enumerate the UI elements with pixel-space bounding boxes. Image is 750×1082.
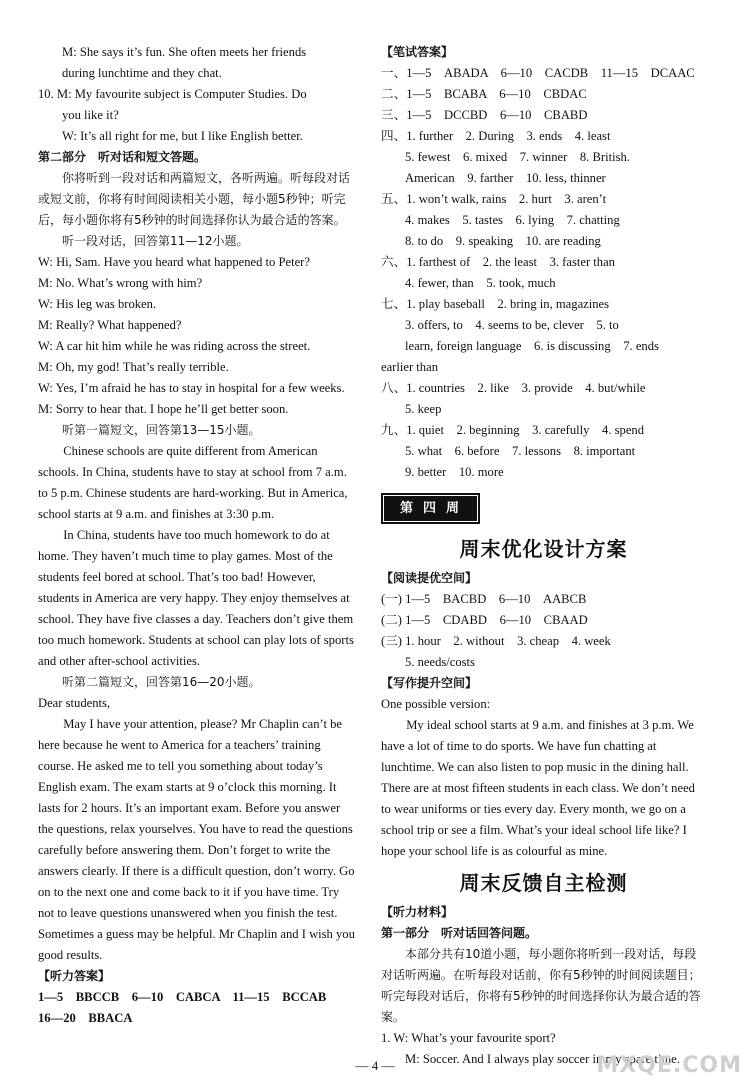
- writing-sample: My ideal school starts at 9 a.m. and finishes at 3 p.m. We have a lot of time to do sports. We have fun chatting at lunchtime. We can also listen to pop music in the dining hall. There are at most fifteen students in each class. We don’t need to wear uniforms or ties every day. Every month, we go on a school trip or see a film. What’s your ideal school life like? I hope your school life is as colourful as mine.: [381, 718, 695, 858]
- answer-line: 四、1. further 2. During 3. ends 4. least: [381, 129, 611, 143]
- answer-line: 七、1. play baseball 2. bring in, magazines: [381, 297, 610, 311]
- part1-instructions: 本部分共有10道小题，每小题你将听到一段对话，每段对话听两遍。在听每段对话前，你有5秒钟的时间阅读题目；听完每段对话后，你将有5秒钟的时间选择你认为最合适的答案。: [381, 947, 701, 1024]
- dialog-line: M: Really? What happened?: [38, 318, 182, 332]
- dialog-intro: 听一段对话，回答第11—12小题。: [62, 234, 249, 248]
- page-number: — 4 —: [355, 1058, 395, 1073]
- question1-line-b: M: Soccer. And I always play soccer in my spare time.: [405, 1052, 680, 1066]
- watermark-logo: MXQE.COM: [596, 1053, 742, 1078]
- answer-line: (二) 1—5 CDABD 6—10 CBAAD: [381, 613, 588, 627]
- passage1-para1: Chinese schools are quite different from American schools. In China, students have to stay at school from 7 a.m. to 5 p.m. Chinese students are hard-working. But in America, school starts at 9 a.m. and finishes at 3:30 p.m.: [38, 444, 348, 521]
- passage2-intro: 听第二篇短文，回答第16—20小题。: [62, 675, 261, 689]
- right-column: [381, 42, 706, 1070]
- dialog-line: W: It’s all right for me, but I like English better.: [62, 129, 303, 143]
- answer-line: American 9. farther 10. less, thinner: [405, 171, 606, 185]
- section-title-self-check: 周末反馈自主检测: [459, 871, 628, 895]
- answer-line: 4. makes 5. tastes 6. lying 7. chatting: [405, 213, 620, 227]
- dialog-line: M: Oh, my god! That’s really terrible.: [38, 360, 229, 374]
- dialog-line: W: His leg was broken.: [38, 297, 157, 311]
- answer-line: 二、1—5 BCABA 6—10 CBDAC: [381, 87, 587, 101]
- written-answers-title: 【笔试答案】: [381, 45, 454, 59]
- part2-title: 第二部分 听对话和短文答题。: [38, 150, 207, 164]
- dialog-line: W: A car hit him while he was riding across the street.: [38, 339, 311, 353]
- section-title-optimized-plan: 周末优化设计方案: [459, 537, 628, 561]
- dialog-line: M: No. What’s wrong with him?: [38, 276, 203, 290]
- reading-answers: [381, 589, 706, 673]
- writing-title: 【写作提升空间】: [381, 676, 478, 690]
- answer-line: 5. needs/costs: [405, 655, 475, 669]
- answer-line: 三、1—5 DCCBD 6—10 CBABD: [381, 108, 588, 122]
- listening-answers-line1: 1—5 BBCCB 6—10 CABCA 11—15 BCCAB: [38, 990, 327, 1004]
- listening-answers-line2: 16—20 BBACA: [38, 1011, 133, 1025]
- dialog-line: W: Yes, I’m afraid he has to stay in hospital for a few weeks.: [38, 381, 345, 395]
- answer-line: 8. to do 9. speaking 10. are reading: [405, 234, 601, 248]
- answer-line: 一、1—5 ABADA 6—10 CACDB 11—15 DCAAC: [381, 66, 695, 80]
- week-label: 第四周: [384, 496, 477, 521]
- passage2-greeting: Dear students,: [38, 696, 111, 710]
- listening-answers-title: 【听力答案】: [38, 969, 111, 983]
- answer-line: 3. offers, to 4. seems to be, clever 5. to: [405, 318, 619, 332]
- writing-intro: One possible version:: [381, 697, 491, 711]
- dialog-line: 10. M: My favourite subject is Computer Studies. Do: [38, 87, 307, 101]
- answer-line: 5. what 6. before 7. lessons 8. important: [405, 444, 636, 458]
- answer-line: 9. better 10. more: [405, 465, 504, 479]
- answer-line: 5. fewest 6. mixed 7. winner 8. British.: [405, 150, 630, 164]
- answer-line: learn, foreign language 6. is discussing 7. ends: [405, 339, 659, 353]
- dialog-line: M: Sorry to hear that. I hope he’ll get better soon.: [38, 402, 289, 416]
- passage1-para2: In China, students have too much homework to do at home. They haven’t much time to play games. Most of the students feel bored at school. That’s too bad! However, students in America are very happy. They enjoy themselves at school. They have five classes a day. Teachers don’t give them too much homework. Students at school can play lots of sports and other after-school activities.: [38, 528, 354, 668]
- answer-line: 5. keep: [405, 402, 442, 416]
- passage1-intro: 听第一篇短文，回答第13—15小题。: [62, 423, 261, 437]
- dialog-lines: [38, 252, 356, 420]
- left-top-lines: [38, 42, 356, 147]
- answer-line: 九、1. quiet 2. beginning 3. carefully 4. spend: [381, 423, 645, 437]
- passage2-body: May I have your attention, please? Mr Chaplin can’t be here because he went to America for a teachers’ training course. He asked me to tell you something about today’s English exam. The exam starts at 9 o’clock this morning. It lasts for 2 hours. It’s an important exam. Before you answer the questions, relax yourselves. You have to read the questions carefully before answering them. Don’t forget to write the answers clearly. If there is a difficult question, don’t worry. Go on to the next one and come back to it if you have time. Try not to leave questions unanswered when you finish the test. Sometimes a guess may be helpful. Mr Chaplin and I wish you good results.: [38, 717, 355, 962]
- answer-line: (三) 1. hour 2. without 3. cheap 4. week: [381, 634, 611, 648]
- answer-line: 八、1. countries 2. like 3. provide 4. but/while: [381, 381, 646, 395]
- answer-line: 六、1. farthest of 2. the least 3. faster than: [381, 255, 615, 269]
- part2-instructions: 你将听到一段对话和两篇短文，各听两遍。听每段对话或短文前，你将有时间阅读相关小题，每小题5秒钟；听完后，每小题你将有5秒钟的时间选择你认为最合适的答案。: [38, 171, 351, 227]
- answer-line: earlier than: [381, 360, 438, 374]
- left-column: [38, 42, 356, 1029]
- question1-line-a: 1. W: What’s your favourite sport?: [381, 1031, 556, 1045]
- dialog-line: you like it?: [62, 108, 119, 122]
- answer-line: 4. fewer, than 5. took, much: [405, 276, 556, 290]
- dialog-line: W: Hi, Sam. Have you heard what happened to Peter?: [38, 255, 310, 269]
- written-answers: [381, 63, 706, 483]
- listening-material-title: 【听力材料】: [381, 905, 454, 919]
- dialog-line: M: She says it’s fun. She often meets her friends: [62, 45, 307, 59]
- part1-title: 第一部分 听对话回答问题。: [381, 926, 538, 940]
- week-badge: [381, 493, 480, 524]
- reading-title: 【阅读提优空间】: [381, 571, 478, 585]
- answer-line: 五、1. won’t walk, rains 2. hurt 3. aren’t: [381, 192, 607, 206]
- dialog-line: during lunchtime and they chat.: [62, 66, 222, 80]
- answer-line: (一) 1—5 BACBD 6—10 AABCB: [381, 592, 587, 606]
